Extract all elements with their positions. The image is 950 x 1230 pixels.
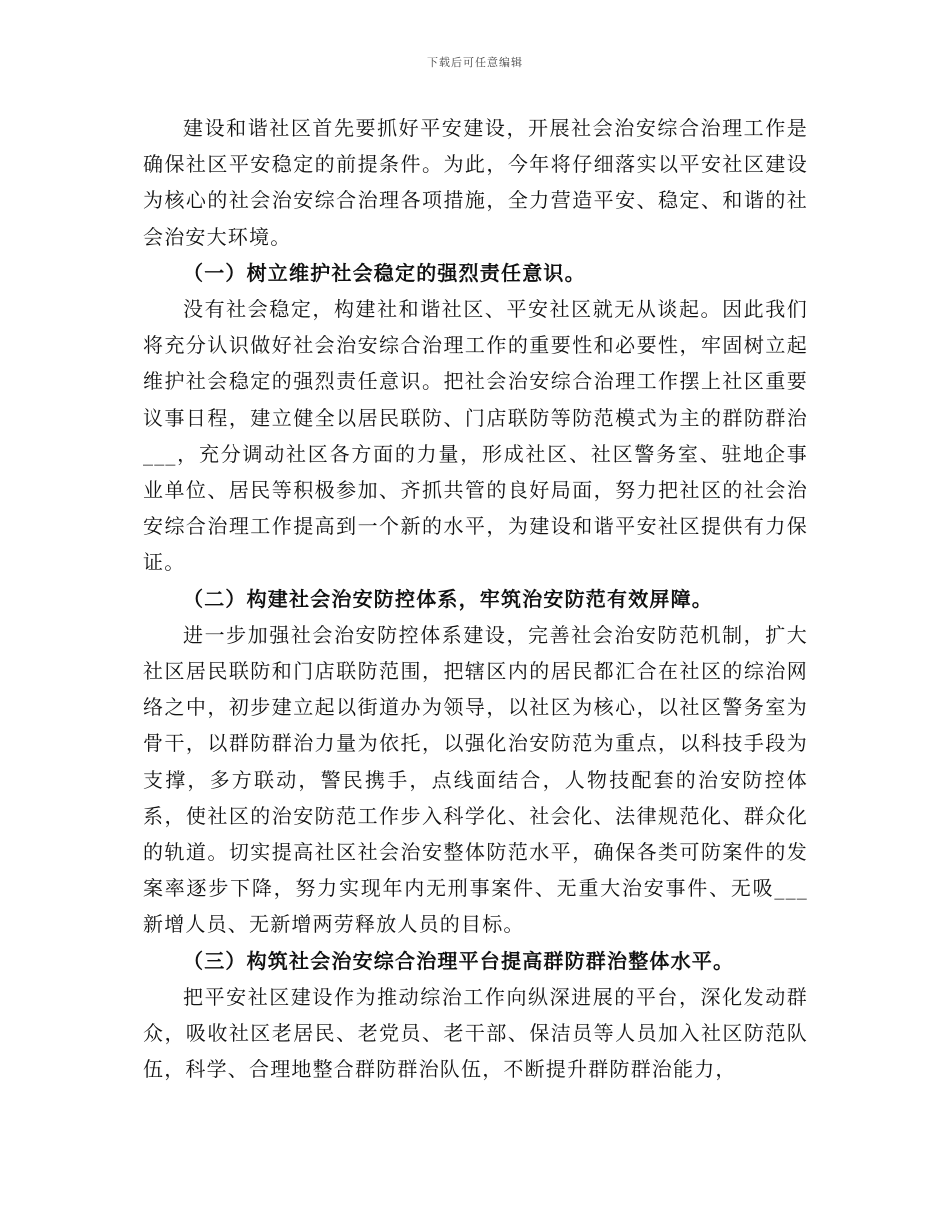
section-3-heading: （三）构筑社会治安综合治理平台提高群防群治整体水平。 xyxy=(183,948,735,973)
section-1-paragraph: 没有社会稳定，构建社和谐社区、平安社区就无从谈起。因此我们将充分认识做好社会治安综合治理工作的重要性和必要性，牢固树立起维护社会稳定的强烈责任意识。把社会治安综合治理工作摆上社区重要议事日程，建立健全以居民联防、门店联防等防范模式为主的群防群治___，充分调动社区各方面的力量，形成社区、社区警务室、驻地企事业单位、居民等积极参加、齐抓共管的良好局面，努力把社区的社会治安综合治理工作提高到一个新的水平，为建设和谐平安社区提供有力保证。 xyxy=(143,297,808,575)
page-header-note: 下载后可任意编辑 xyxy=(427,56,523,69)
section-2-paragraph: 进一步加强社会治安防控体系建设，完善社会治安防范机制，扩大社区居民联防和门店联防范围，把辖区内的居民都汇合在社区的综治网络之中，初步建立起以街道办为领导，以社区为核心，以社区警务室为骨干，以群防群治力量为依托，以强化治安防范为重点，以科技手段为支撑，多方联动，警民携手，点线面结合，人物技配套的治安防控体系，使社区的治安防范工作步入科学化、社会化、法律规范化、群众化的轨道。切实提高社区社会治安整体防范水平，确保各类可防案件的发案率逐步下降，努力实现年内无刑事案件、无重大治安事件、无吸___新增人员、无新增两劳释放人员的目标。 xyxy=(143,622,808,937)
section-2-heading: （二）构建社会治安防控体系，牢筑治安防范有效屏障。 xyxy=(183,586,713,611)
intro-paragraph: 建设和谐社区首先要抓好平安建设，开展社会治安综合治理工作是确保社区平安稳定的前提条件。为此，今年将仔细落实以平安社区建设为核心的社会治安综合治理各项措施，全力营造平安、稳定、和谐的社会治安大环境。 xyxy=(143,116,808,249)
document-body xyxy=(143,110,808,1087)
section-1-heading: （一）树立维护社会稳定的强烈责任意识。 xyxy=(183,260,586,285)
section-3-paragraph: 把平安社区建设作为推动综治工作向纵深进展的平台，深化发动群众，吸收社区老居民、老党员、老干部、保洁员等人员加入社区防范队伍，科学、合理地整合群防群治队伍，不断提升群防群治能力， xyxy=(143,984,808,1082)
